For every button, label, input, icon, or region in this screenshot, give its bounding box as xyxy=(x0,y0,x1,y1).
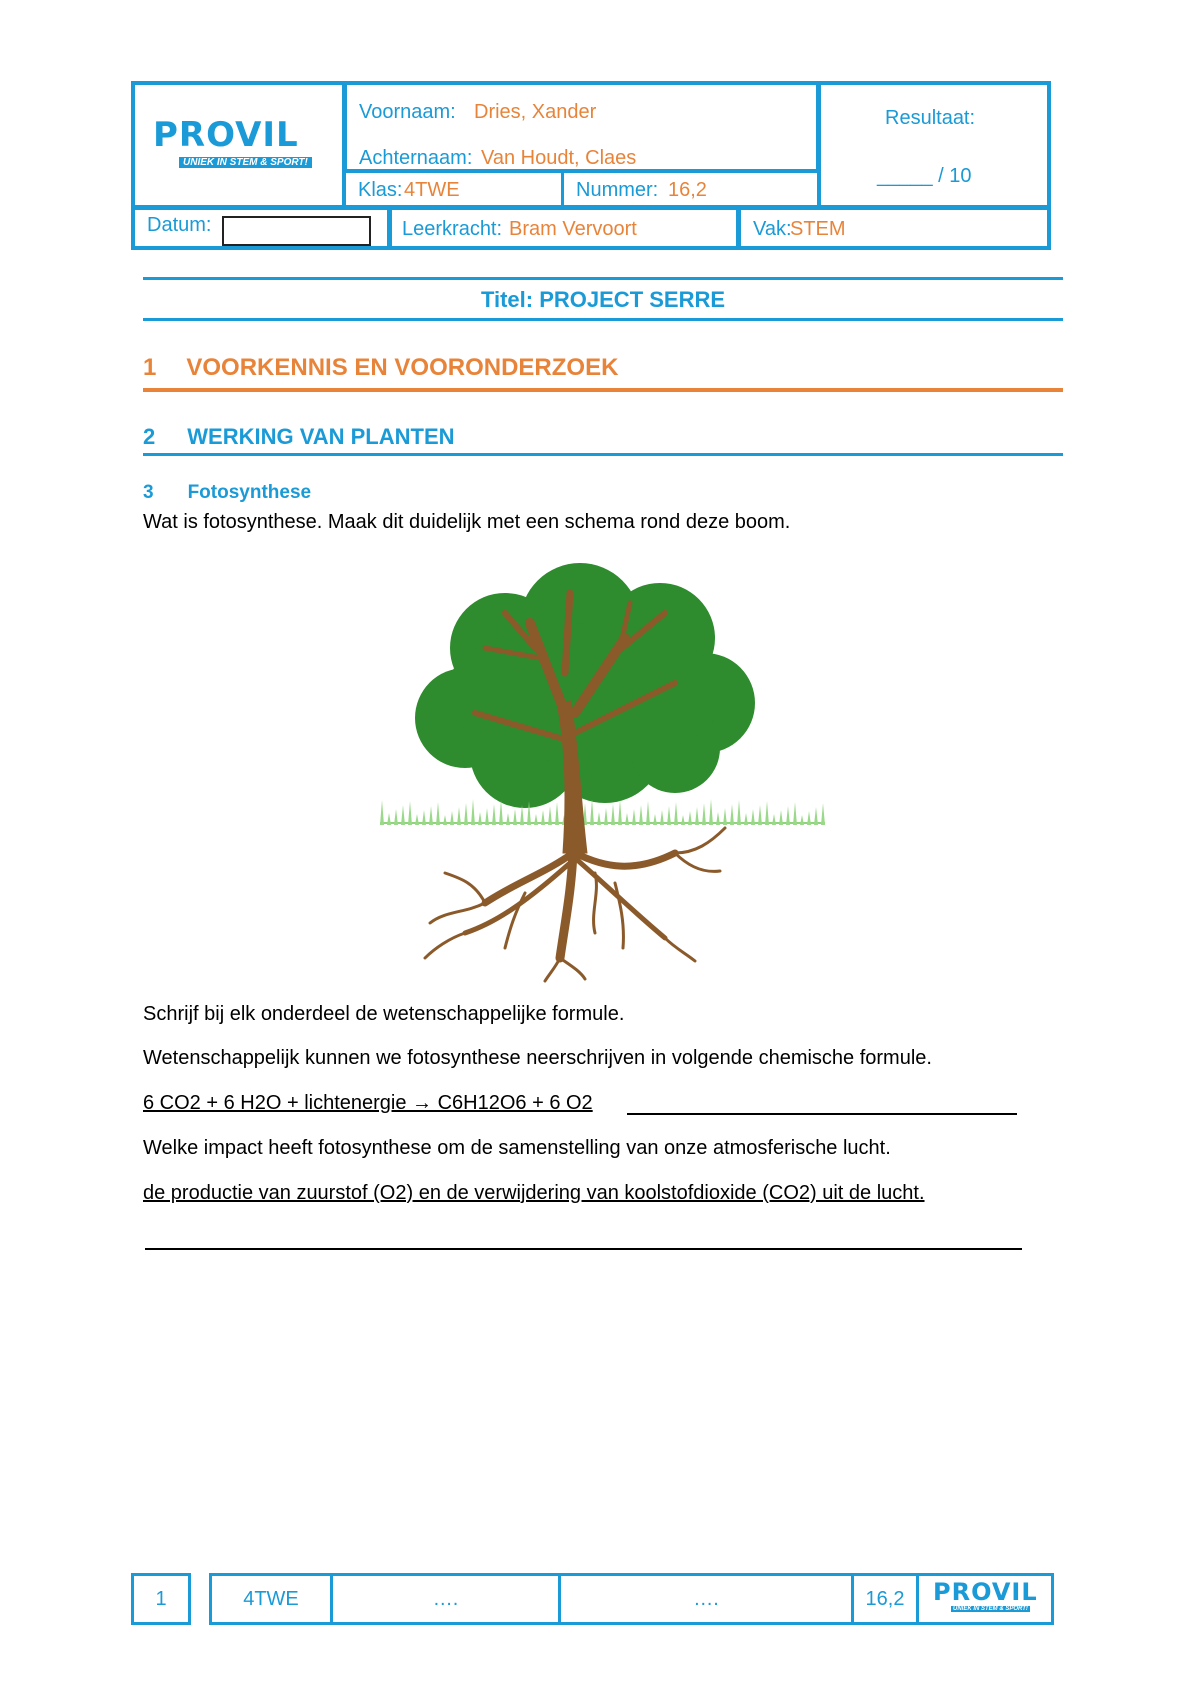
grass-blade xyxy=(800,815,804,825)
title-rule-bottom xyxy=(143,318,1063,321)
klas-label: Klas: xyxy=(358,179,403,201)
grass-blade xyxy=(723,808,727,825)
klas-value: 4TWE xyxy=(404,179,460,201)
grass-blade xyxy=(667,806,671,825)
grass-blade xyxy=(443,815,447,825)
resultaat-cell xyxy=(817,81,1051,209)
logo-cell xyxy=(131,81,346,209)
grass-blade xyxy=(793,802,797,825)
grass-blade xyxy=(807,811,811,825)
grass-blade xyxy=(611,804,615,825)
grass-blade xyxy=(471,799,475,825)
footer-page-number: 1 xyxy=(131,1573,191,1625)
datum-label: Datum: xyxy=(147,214,212,236)
grass-blade xyxy=(772,814,776,825)
footer-field-1: …. xyxy=(330,1573,561,1625)
grass-blade xyxy=(814,807,818,825)
grass-blade xyxy=(744,813,748,825)
grass-blade xyxy=(548,806,552,825)
grass-blade xyxy=(625,813,629,825)
grass-blade xyxy=(478,812,482,825)
grass-blade xyxy=(730,804,734,825)
grass-blade xyxy=(520,805,524,825)
section-2-rule xyxy=(143,453,1063,456)
achternaam-label: Achternaam: xyxy=(359,147,473,169)
grass-blade xyxy=(590,799,594,825)
grass-blade xyxy=(541,810,545,825)
vak-cell xyxy=(737,206,1051,250)
grass-blade xyxy=(401,805,405,825)
school-logo-tagline: UNIEK IN STEM & SPORT! xyxy=(179,157,312,168)
vak-value: STEM xyxy=(790,218,846,240)
grass-blade xyxy=(674,802,678,825)
grass-blade xyxy=(618,800,622,825)
intro-text: Wat is fotosynthese. Maak dit duidelijk met een schema rond deze boom. xyxy=(143,511,791,533)
grass-blade xyxy=(751,809,755,825)
grass-blade xyxy=(464,803,468,825)
leerkracht-cell xyxy=(388,206,740,250)
grass-blade xyxy=(450,811,454,825)
formula-answer-line xyxy=(627,1113,1017,1115)
datum-cell xyxy=(131,206,391,250)
header-table xyxy=(131,81,1051,250)
nummer-label: Nummer: xyxy=(576,179,659,201)
grass-blade xyxy=(786,806,790,825)
school-logo: PROVIL xyxy=(153,115,299,155)
grass-blade xyxy=(695,807,699,825)
grass-blade xyxy=(387,813,391,825)
grass-blade xyxy=(499,800,503,825)
grass-blade xyxy=(709,799,713,825)
answer-line xyxy=(145,1248,1022,1250)
footer-logo-cell xyxy=(916,1573,1054,1625)
question-answer[interactable]: de productie van zuurstof (O2) en de verwijdering van koolstofdioxide (CO2) uit de lucht. xyxy=(143,1182,925,1204)
grass-blade xyxy=(380,800,384,825)
resultaat-label: Resultaat: xyxy=(885,107,976,129)
grass-blade xyxy=(646,801,650,825)
name-cell xyxy=(343,81,820,173)
section-2-number: 2 xyxy=(143,424,156,449)
grass-blade xyxy=(604,808,608,825)
grass-blade xyxy=(534,814,538,825)
grass-blade xyxy=(485,808,489,825)
grass-blade xyxy=(422,810,426,825)
footer-klas: 4TWE xyxy=(209,1573,333,1625)
grass-blade xyxy=(415,814,419,825)
grass-blade xyxy=(639,805,643,825)
instruction-text: Schrijf bij elk onderdeel de wetenschappelijke formule. xyxy=(143,1003,625,1025)
section-2-heading xyxy=(143,424,455,450)
footer-field-2: …. xyxy=(558,1573,854,1625)
section-2-title: WERKING VAN PLANTEN xyxy=(187,424,455,449)
grass-blade xyxy=(492,804,496,825)
grass-blade xyxy=(506,813,510,825)
grass-blade xyxy=(821,803,825,825)
grass-blade xyxy=(436,802,440,825)
footer-logo: PROVIL xyxy=(933,1578,1038,1606)
grass-blade xyxy=(765,801,769,825)
grass-blade xyxy=(716,812,720,825)
grass-blade xyxy=(429,806,433,825)
leerkracht-value: Bram Vervoort xyxy=(509,218,637,240)
grass-blade xyxy=(702,803,706,825)
voornaam-value: Dries, Xander xyxy=(474,101,597,123)
grass-blade xyxy=(681,815,685,825)
footer-logo-tagline: UNIEK IN STEM & SPORT! xyxy=(953,1606,1028,1612)
question-text: Welke impact heeft fotosynthese om de samenstelling van onze atmosferische lucht. xyxy=(143,1137,891,1159)
nummer-value: 16,2 xyxy=(668,179,707,201)
grass-blade xyxy=(660,810,664,825)
page-title: Titel: PROJECT SERRE xyxy=(480,287,726,312)
datum-field[interactable] xyxy=(222,216,371,246)
section-3-heading xyxy=(143,482,311,504)
grass-blade xyxy=(597,812,601,825)
section-1-title: VOORKENNIS EN VOORONDERZOEK xyxy=(186,354,619,381)
grass-blade xyxy=(737,800,741,825)
grass-blade xyxy=(394,809,398,825)
footer-nummer: 16,2 xyxy=(851,1573,919,1625)
grass-blade xyxy=(688,811,692,825)
grass-blade xyxy=(408,801,412,825)
grass-blade xyxy=(513,809,517,825)
nummer-cell xyxy=(561,170,820,209)
section-3-number: 3 xyxy=(143,482,154,503)
klas-cell xyxy=(343,170,564,209)
vak-label: Vak: xyxy=(753,218,792,240)
grass-blade xyxy=(457,807,461,825)
grass-blade xyxy=(779,810,783,825)
formula-intro-text: Wetenschappelijk kunnen we fotosynthese neerschrijven in volgende chemische formule. xyxy=(143,1047,932,1069)
resultaat-score: _____ / 10 xyxy=(877,165,972,187)
achternaam-value: Van Houdt, Claes xyxy=(481,147,637,169)
section-1-number: 1 xyxy=(143,354,157,381)
voornaam-label: Voornaam: xyxy=(359,101,456,123)
grass-blade xyxy=(555,802,559,825)
grass-blade xyxy=(632,809,636,825)
tree-with-roots-icon xyxy=(375,553,835,983)
leerkracht-label: Leerkracht: xyxy=(402,218,503,240)
section-1-rule xyxy=(143,388,1063,392)
title-rule-top xyxy=(143,277,1063,280)
grass-blade xyxy=(653,814,657,825)
section-1-heading xyxy=(143,354,618,382)
section-3-title: Fotosynthese xyxy=(187,482,312,503)
grass-blade xyxy=(758,805,762,825)
formula-answer[interactable]: 6 CO2 + 6 H2O + lichtenergie → C6H12O6 + 6 O2 xyxy=(143,1092,593,1114)
